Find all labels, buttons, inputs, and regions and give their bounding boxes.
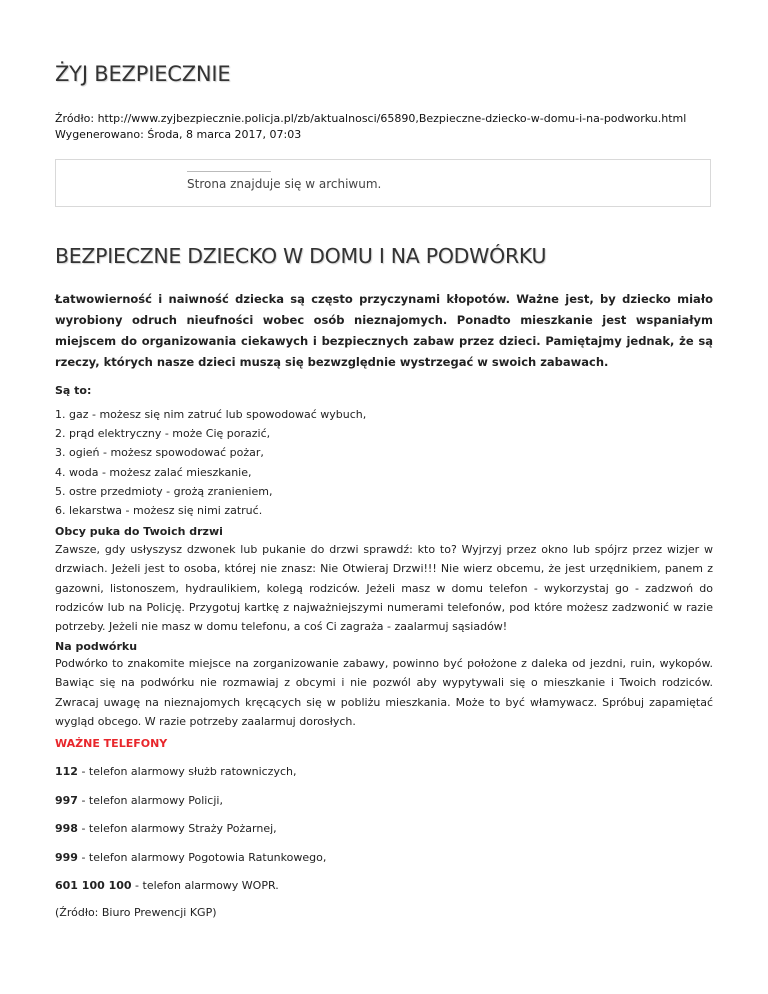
list-item: 3. ogień - możesz spowodować pożar,: [55, 446, 264, 460]
archive-divider: [187, 171, 271, 172]
phone-item: [55, 765, 296, 778]
phone-desc: - telefon alarmowy służb ratowniczych,: [77, 765, 297, 778]
danger-list: [55, 405, 366, 520]
list-item: 4. woda - możesz zalać mieszkanie,: [55, 465, 252, 479]
phone-item: [55, 879, 279, 892]
article-lead: Łatwowierność i naiwność dziecka są często przyczynami kłopotów. Ważne jest, by dziecko miało wyrobiony odruch nieufności wobec osób nieznajomych. Ponadto mieszkanie jest wspaniałym miejscem do organizowania ciekawych i bezpiecznych zabaw przez dzieci. Pamiętajmy jednak, że są rzeczy, których nasze dzieci muszą się bezwzględnie wystrzegać w swoich zabawach.: [55, 292, 713, 369]
section-door-text: Zawsze, gdy usłyszysz dzwonek lub pukanie do drzwi sprawdź: kto to? Wyjrzyj przez okno lub spójrz przez wizjer w drzwiach. Jeżeli jest to osoba, której nie znasz: Nie Otwieraj Drzwi!!! Nie wierz obcemu, że jest urzędnikiem, panem z gazowni, listonoszem, hydraulikiem, kolegą rodziców. Jeżeli masz w domu telefon - wykorzystaj go - zadzwoń do rodziców lub na Policję. Przygotuj kartkę z najważniejszymi numerami telefonów, pod które możesz zadzwonić w razie potrzeby. Jeżeli nie masz w domu telefonu, a coś Ci zagraża - zaalarmuj sąsiadów!: [55, 543, 713, 634]
phone-item: [55, 794, 223, 807]
section-yard-heading: Na podwórku: [55, 640, 138, 653]
list-item: 2. prąd elektryczny - może Cię porazić,: [55, 427, 271, 441]
list-item: 5. ostre przedmioty - grożą zranieniem,: [55, 484, 273, 498]
section-yard-text: Podwórko to znakomite miejsce na zorganizowanie zabawy, powinno być położone z daleka od jezdni, ruin, wykopów. Bawiąc się na podwórku nie rozmawiaj z obcymi i nie pozwól aby wypytywali się o mieszkanie i Twoich rodziców. Zwracaj uwagę na nieznajomych kręcących się w pobliżu mieszkania. Może to być włamywacz. Spróbuj zapamiętać wygląd obcego. W razie potrzeby zaalarmuj dorosłych.: [55, 657, 713, 728]
print-meta: [55, 111, 686, 143]
phone-number: 998: [55, 822, 78, 835]
list-heading: Są to:: [55, 384, 92, 397]
phone-number: 601 100 100: [55, 879, 132, 892]
phone-number: 997: [55, 794, 78, 807]
phone-number: 999: [55, 851, 78, 864]
list-item: 1. gaz - możesz się nim zatruć lub spowodować wybuch,: [55, 408, 367, 421]
phone-number: 112: [55, 765, 78, 778]
phone-item: [55, 822, 277, 835]
phone-desc: - telefon alarmowy Policji,: [77, 794, 223, 807]
site-title[interactable]: ŻYJ BEZPIECZNIE: [55, 62, 231, 86]
phone-item: [55, 851, 326, 864]
phone-desc: - telefon alarmowy Pogotowia Ratunkowego,: [77, 851, 327, 864]
archive-notice-box: [55, 159, 711, 207]
section-door-heading: Obcy puka do Twoich drzwi: [55, 525, 223, 538]
list-item: 6. lekarstwa - możesz się nimi zatruć.: [55, 504, 263, 518]
phone-desc: - telefon alarmowy Straży Pożarnej,: [77, 822, 277, 835]
generated-date: Wygenerowano: Środa, 8 marca 2017, 07:03: [55, 128, 302, 141]
archive-notice: Strona znajduje się w archiwum.: [187, 177, 382, 191]
important-phones-heading: WAŻNE TELEFONY: [55, 737, 168, 750]
source-url: Źródło: http://www.zyjbezpiecznie.policja.pl/zb/aktualnosci/65890,Bezpieczne-dziecko-w-domu-i-na-podworku.html: [55, 112, 687, 125]
source-note: (Źródło: Biuro Prewencji KGP): [55, 906, 217, 919]
article-title: BEZPIECZNE DZIECKO W DOMU I NA PODWÓRKU: [55, 244, 547, 268]
phone-desc: - telefon alarmowy WOPR.: [131, 879, 279, 892]
